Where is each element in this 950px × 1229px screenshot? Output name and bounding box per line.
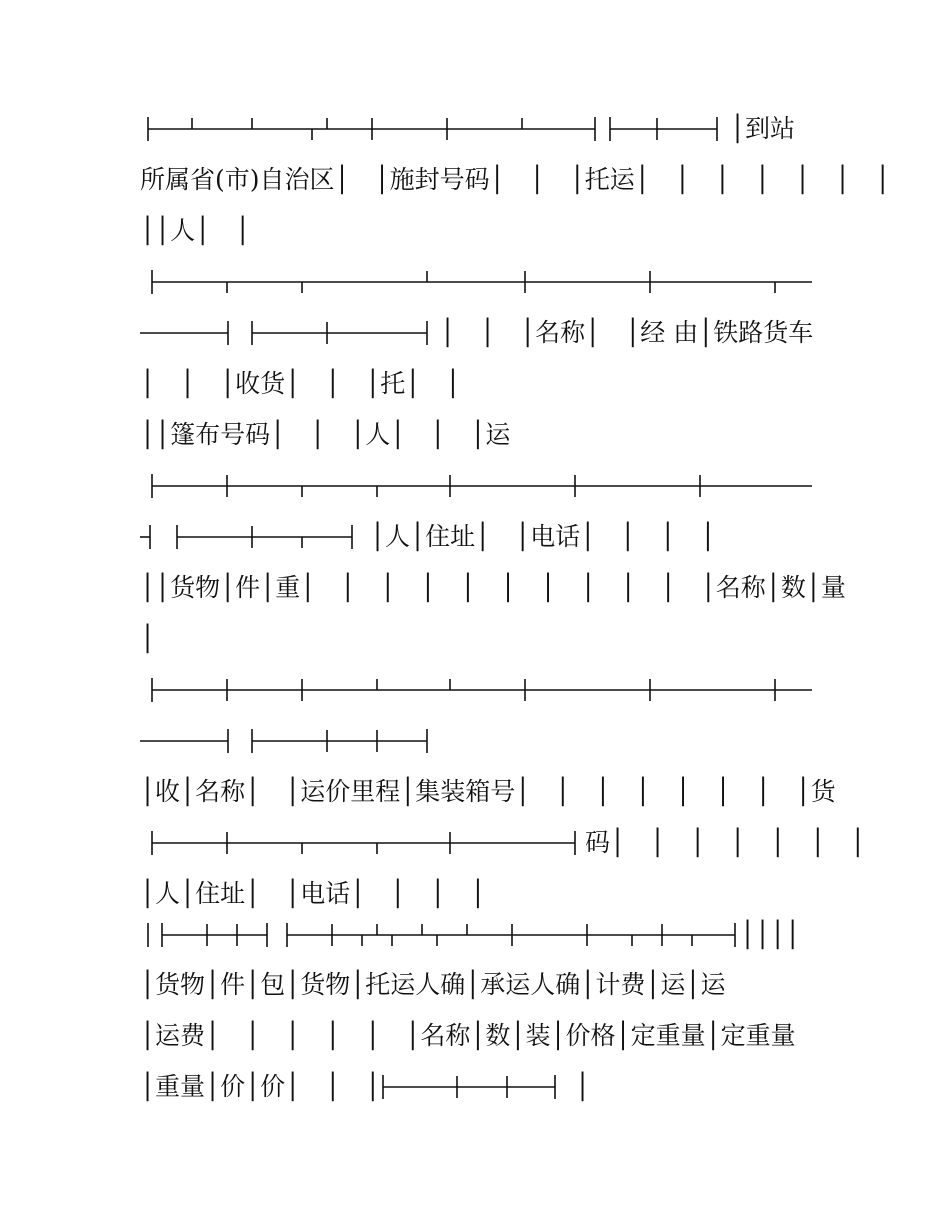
table-rule-line <box>140 726 440 756</box>
text-line-6: │ │ │收货│ │ │托│ │ <box>140 369 461 398</box>
table-rule-graphic <box>375 1072 555 1102</box>
table-rule-line <box>140 828 590 858</box>
table-rule-graphic <box>140 522 370 552</box>
table-rule-line <box>140 114 730 144</box>
text-line-20: │重量│价│价│ │ │ <box>140 1072 381 1101</box>
text-line-21: │ <box>575 1072 591 1101</box>
text-line-2: 所属省(市)自治区│ │施封号码│ │ │托运│ │ │ │ │ │ │ <box>140 165 891 194</box>
text-line-5: │ │ │名称│ │经 由│铁路货车 <box>440 318 814 347</box>
table-rule-line <box>140 267 812 297</box>
table-rule-line <box>140 920 750 950</box>
table-rule-line <box>375 1072 555 1102</box>
text-line-7: ││篷布号码│ │ │人│ │ │运 <box>140 420 511 449</box>
table-rule-graphic <box>140 726 440 756</box>
text-line-9: │人│住址│ │电话│ │ │ │ <box>370 522 716 551</box>
table-rule-line <box>140 522 370 552</box>
text-line-14: │收│名称│ │运价里程│集装箱号│ │ │ │ │ │ │ │货 <box>140 777 836 806</box>
text-line-16: │人│住址│ │电话│ │ │ │ <box>140 879 486 908</box>
text-line-18: │货物│件│包│货物│托运人确│承运人确│计费│运│运 <box>140 970 726 999</box>
table-rule-graphic <box>140 267 812 297</box>
text-line-10: ││货物│件│重│ │ │ │ │ │ │ │ │ │ │名称│数│量 <box>140 573 846 602</box>
table-rule-graphic <box>140 828 590 858</box>
table-rule-graphic <box>140 920 750 950</box>
table-rule-line <box>140 471 812 501</box>
table-rule-graphic <box>140 675 812 705</box>
table-rule-graphic <box>140 318 440 348</box>
text-line-3: ││人│ │ <box>140 216 251 245</box>
text-line-19: │运费│ │ │ │ │ │名称│数│装│价格│定重量│定重量 <box>140 1021 796 1050</box>
table-rule-line <box>140 318 440 348</box>
text-line-17: ││││ <box>740 920 801 949</box>
text-line-11: │ <box>140 624 156 653</box>
table-rule-graphic <box>140 114 730 144</box>
table-rule-graphic <box>140 471 812 501</box>
text-line-15: 码│ │ │ │ │ │ │ <box>585 828 866 857</box>
table-rule-line <box>140 675 812 705</box>
text-line-1: │到站 <box>730 114 796 143</box>
